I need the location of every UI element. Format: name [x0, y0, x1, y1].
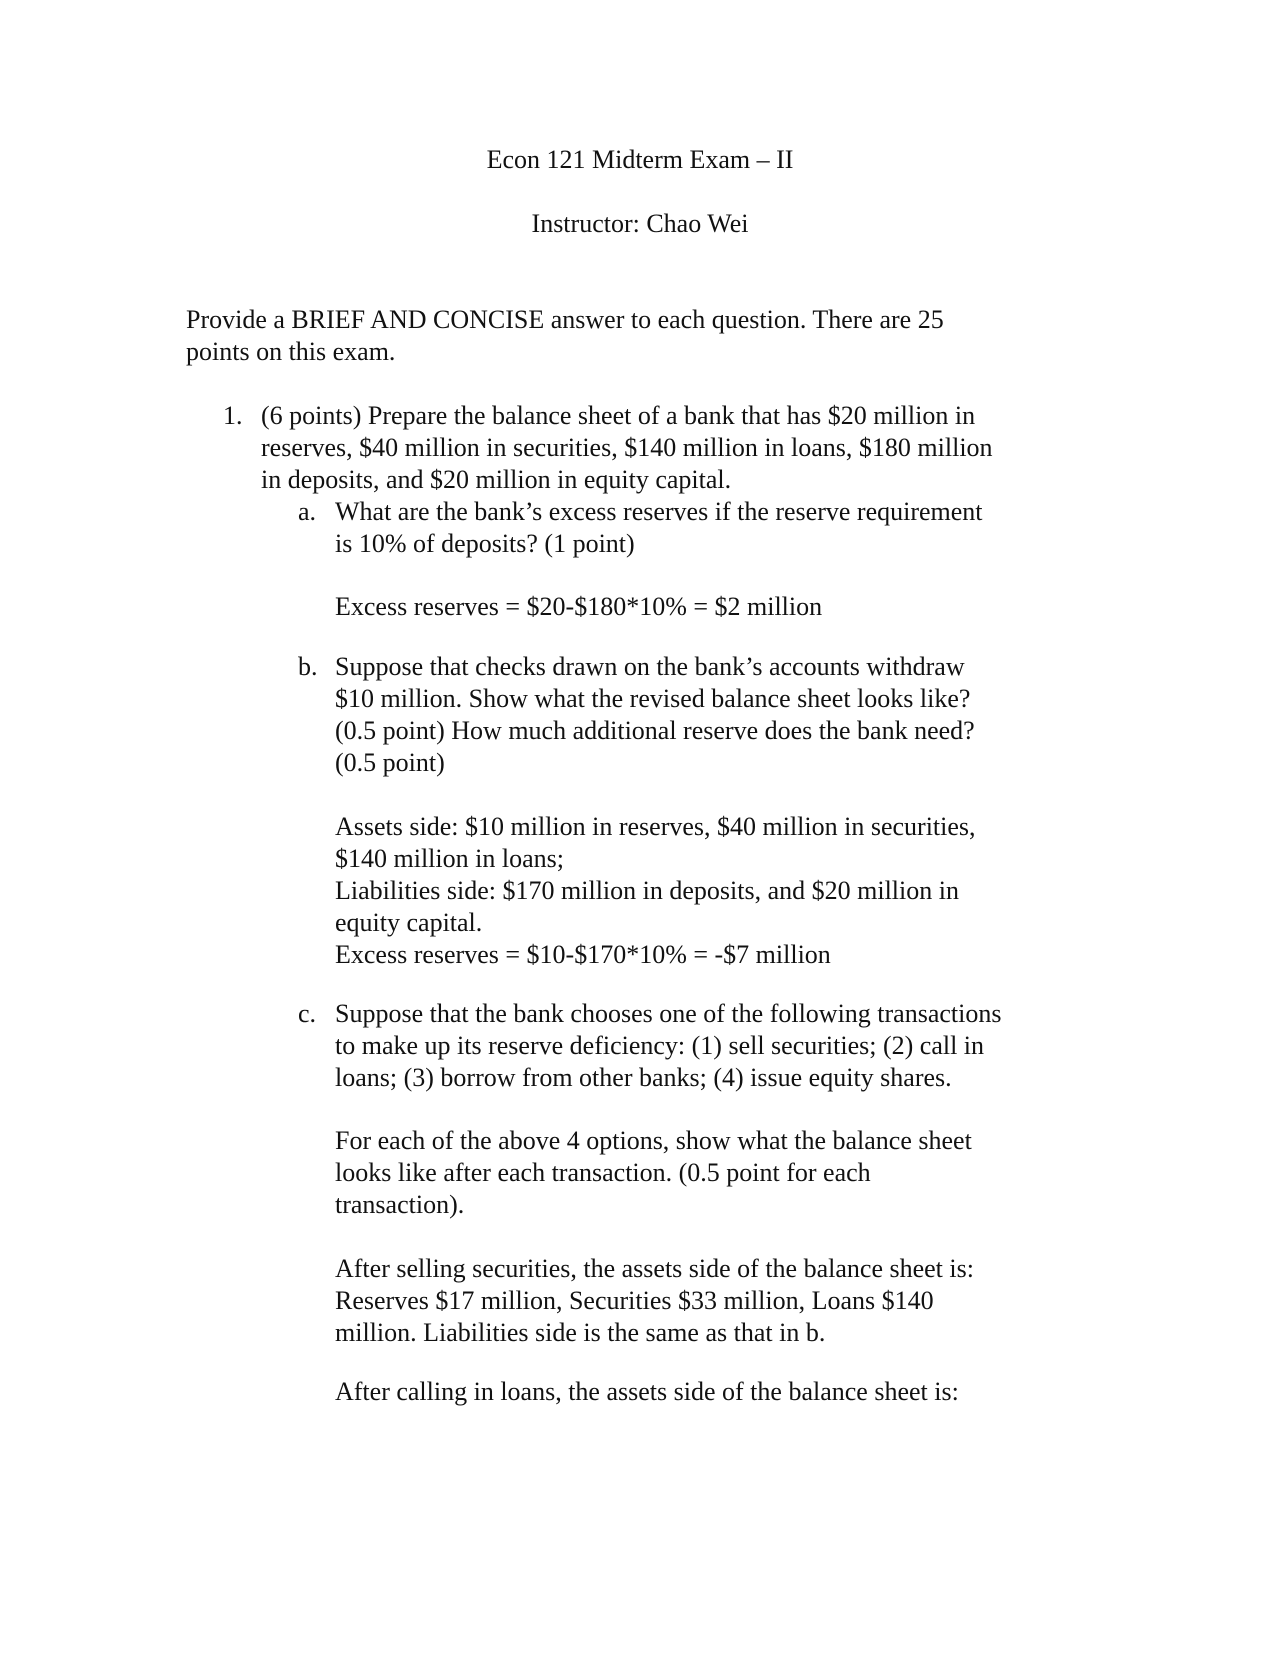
part-b-answer-line-1: Assets side: $10 million in reserves, $40 million in securities,	[335, 812, 976, 841]
part-c-answer-1-line-1: After selling securities, the assets side of the balance sheet is:	[335, 1254, 974, 1283]
part-c-answer-1-line-2: Reserves $17 million, Securities $33 million, Loans $140	[335, 1286, 934, 1315]
part-c-answer-1-line-3: million. Liabilities side is the same as that in b.	[335, 1318, 826, 1347]
part-c-line-1: Suppose that the bank chooses one of the following transactions	[335, 999, 1002, 1028]
part-c-answer-2-line-1: After calling in loans, the assets side of the balance sheet is:	[335, 1377, 959, 1406]
part-b-answer-line-3: Liabilities side: $170 million in deposits, and $20 million in	[335, 876, 959, 905]
question-1-line-3: in deposits, and $20 million in equity capital.	[261, 465, 732, 494]
question-1-number: 1.	[223, 401, 243, 430]
part-b-answer-line-4: equity capital.	[335, 908, 483, 937]
part-c-line-2: to make up its reserve deficiency: (1) sell securities; (2) call in	[335, 1031, 985, 1060]
part-a-line-1: What are the bank’s excess reserves if the reserve requirement	[335, 497, 983, 526]
question-1-line-2: reserves, $40 million in securities, $140 million in loans, $180 million	[261, 433, 993, 462]
part-c-line-3: loans; (3) borrow from other banks; (4) issue equity shares.	[335, 1063, 952, 1092]
part-b-marker: b.	[298, 652, 318, 681]
part-b-answer-line-5: Excess reserves = $10-$170*10% = -$7 million	[335, 940, 831, 969]
part-c-prompt-line-1: For each of the above 4 options, show what the balance sheet	[335, 1126, 972, 1155]
part-b-line-4: (0.5 point)	[335, 748, 445, 777]
part-c-prompt-line-3: transaction).	[335, 1190, 465, 1219]
part-a-answer: Excess reserves = $20-$180*10% = $2 million	[335, 592, 823, 621]
instructor-line: Instructor: Chao Wei	[531, 209, 749, 238]
part-c-prompt-line-2: looks like after each transaction. (0.5 point for each	[335, 1158, 871, 1187]
part-b-line-1: Suppose that checks drawn on the bank’s accounts withdraw	[335, 652, 965, 681]
part-c-marker: c.	[298, 999, 317, 1028]
part-b-line-3: (0.5 point) How much additional reserve does the bank need?	[335, 716, 975, 745]
question-1-line-1: (6 points) Prepare the balance sheet of a bank that has $20 million in	[261, 401, 976, 430]
part-b-answer-line-2: $140 million in loans;	[335, 844, 564, 873]
part-a-line-2: is 10% of deposits? (1 point)	[335, 529, 635, 558]
part-a-marker: a.	[298, 497, 317, 526]
instructions-line-2: points on this exam.	[186, 337, 396, 366]
instructions-line-1: Provide a BRIEF AND CONCISE answer to each question. There are 25	[186, 305, 944, 334]
exam-title: Econ 121 Midterm Exam – II	[486, 145, 794, 174]
part-b-line-2: $10 million. Show what the revised balance sheet looks like?	[335, 684, 971, 713]
